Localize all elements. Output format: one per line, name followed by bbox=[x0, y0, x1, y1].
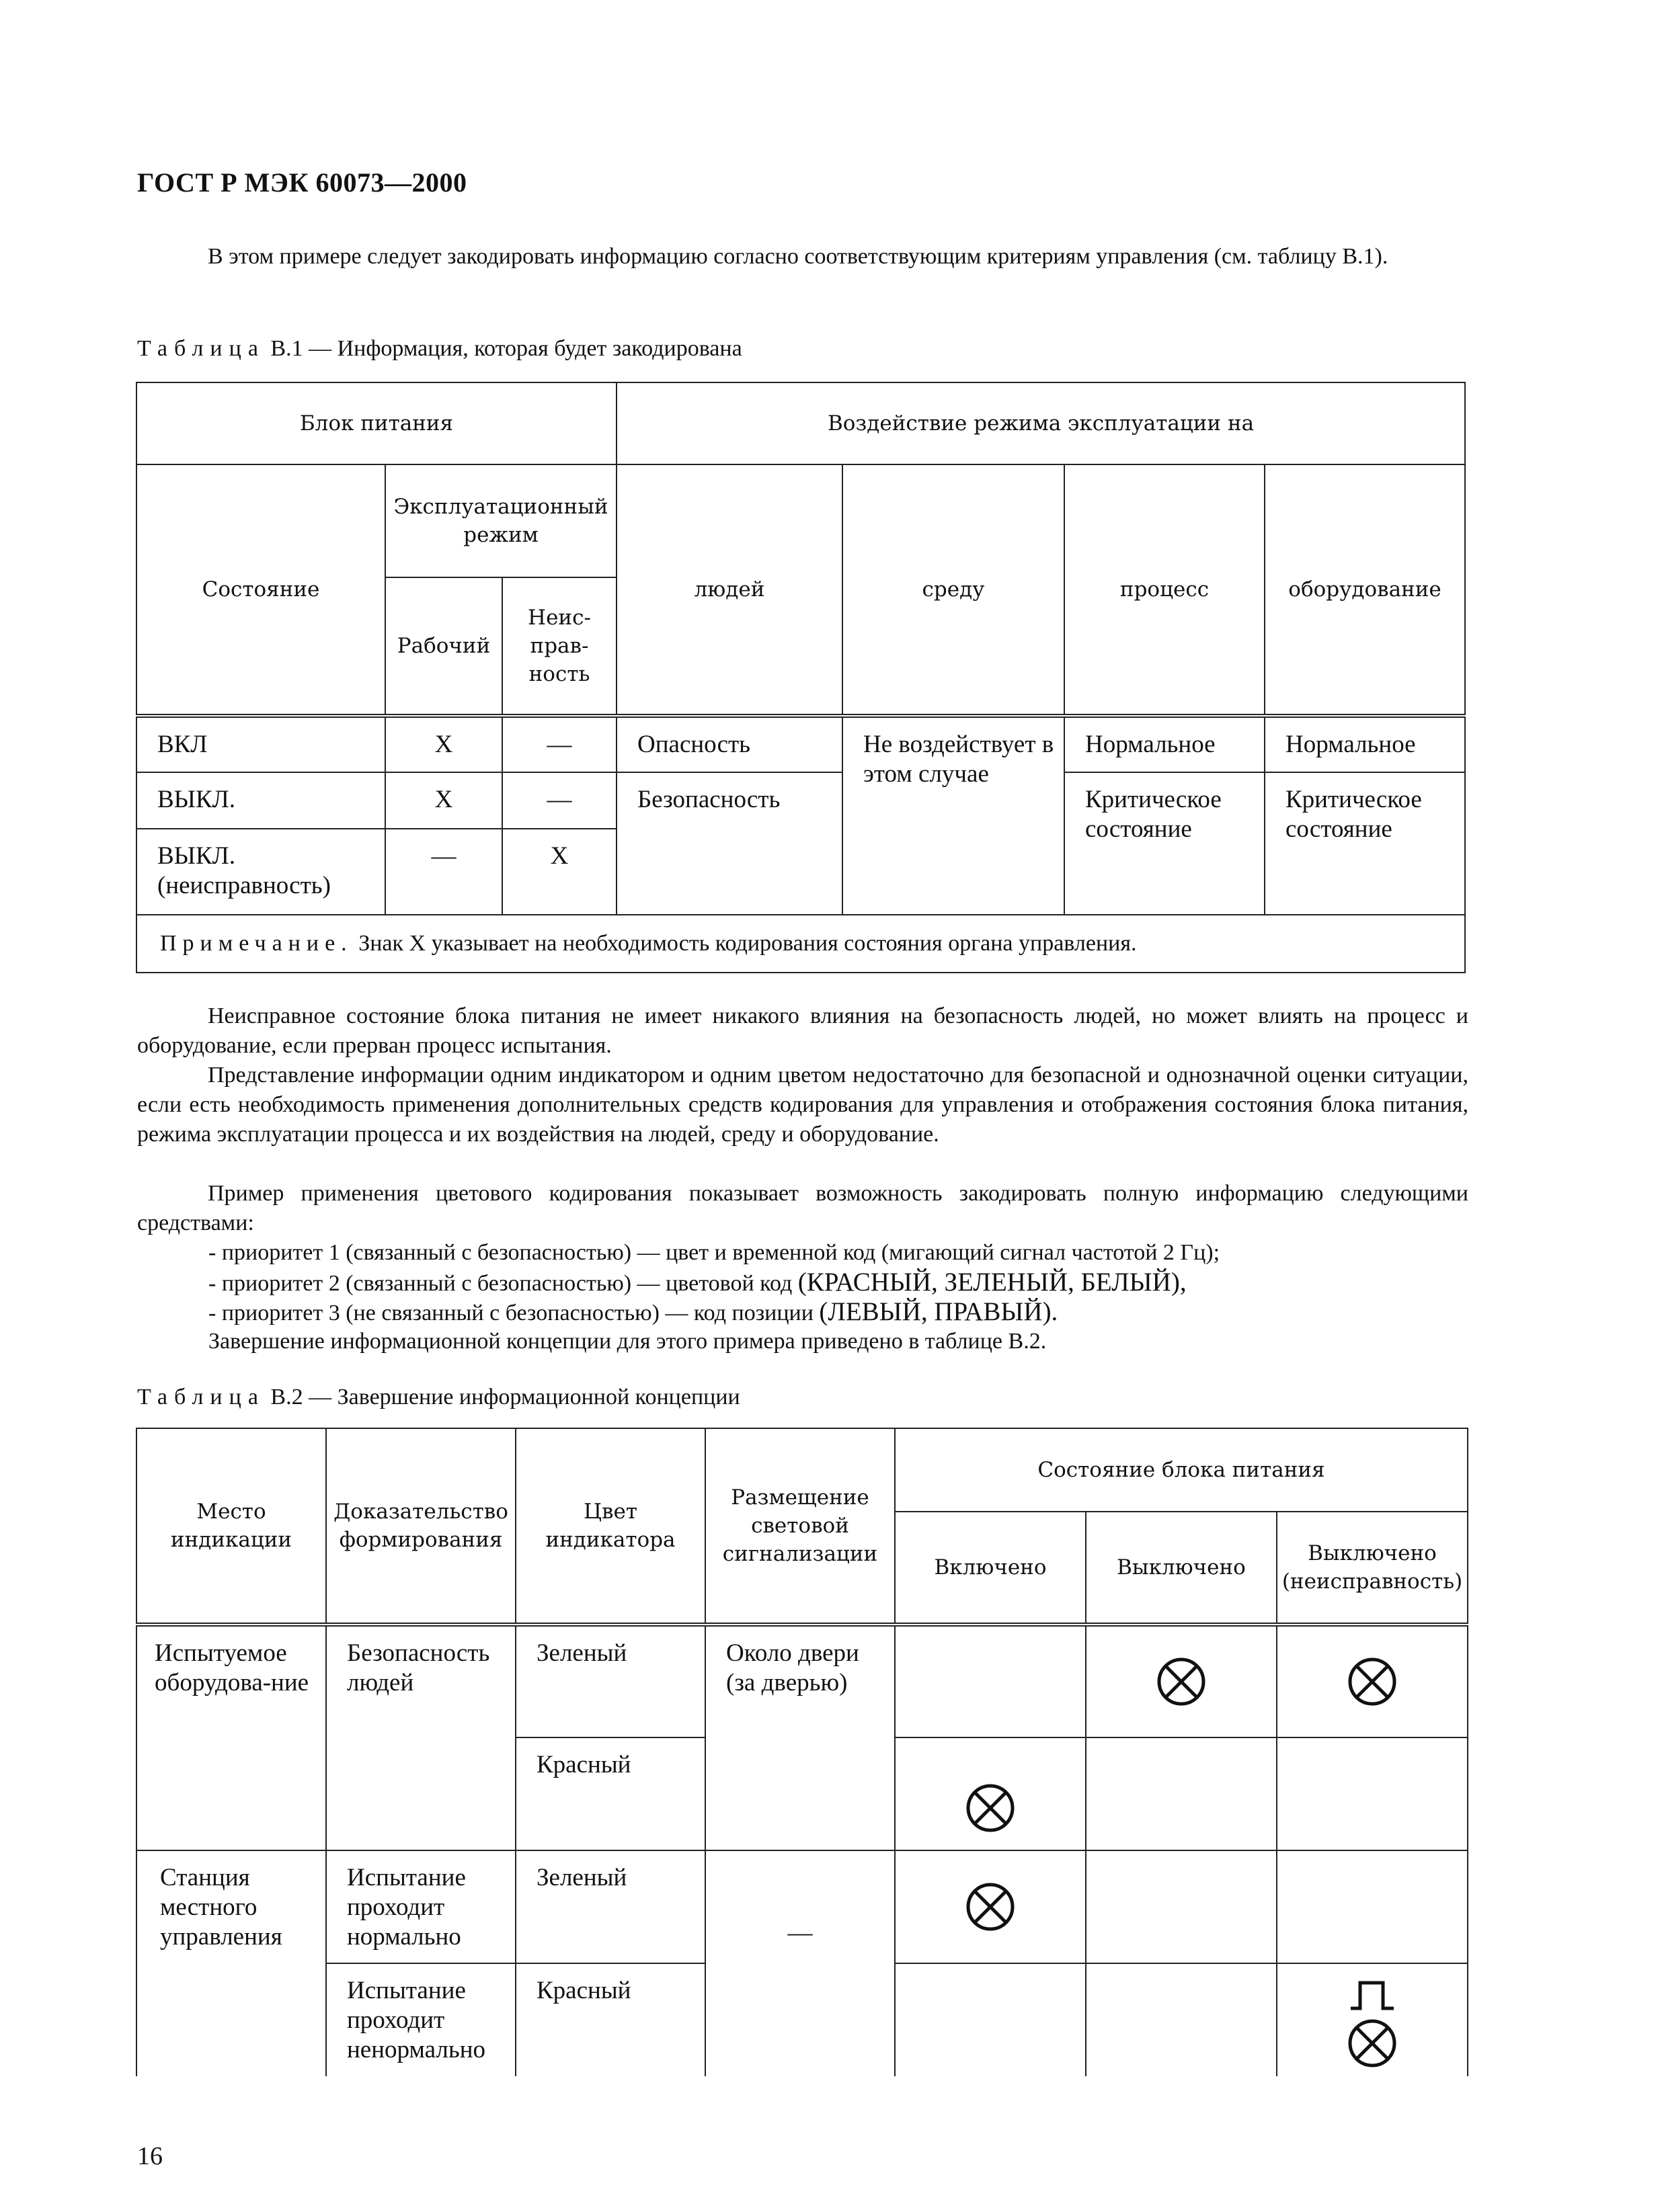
row-equipment: Нормальное bbox=[1265, 716, 1465, 772]
header-fault-text: Неис-прав-ность bbox=[528, 606, 591, 686]
header-working: Рабочий bbox=[385, 577, 502, 716]
table1-caption-prefix: Таблица bbox=[137, 336, 265, 361]
cell-on bbox=[895, 1737, 1086, 1850]
priority-2 bbox=[208, 1268, 1187, 1299]
cell-off-fault bbox=[1277, 1737, 1468, 1850]
priority-3 bbox=[208, 1297, 1058, 1328]
priority-3-text: - приоритет 3 (не связанный с безопасностью) — код позиции bbox=[208, 1301, 820, 1325]
header-people: людей bbox=[617, 464, 842, 716]
cell-off-fault bbox=[1277, 1625, 1468, 1737]
header-process: процесс bbox=[1064, 464, 1265, 716]
group2-proof-abnormal: Испытание проходит ненормально bbox=[326, 1963, 516, 2076]
row-process: Нормальное bbox=[1064, 716, 1265, 772]
header-location: Размещение световой сигнализации bbox=[705, 1428, 895, 1625]
row-work: X bbox=[385, 716, 502, 772]
paragraph-representation: Представление информации одним индикатором и одним цветом недостаточно для безопасной и однозначной оценки ситуации, если есть необходимость применения дополнительных средств кодирования для управления и отображения состояния блока питания, режима эксплуатации процесса и их воздействия на людей, среду и оборудование. bbox=[137, 1063, 1468, 1147]
header-state: Состояние bbox=[136, 464, 385, 716]
cell-off bbox=[1086, 1850, 1277, 1963]
paragraph-fault-effect: Неисправное состояние блока питания не имеет никакого влияния на безопасность людей, но может влиять на процесс и оборудование, если прерван процесс испытания. bbox=[137, 1003, 1468, 1058]
color-green: Зеленый bbox=[516, 1850, 705, 1963]
group1-proof: Безопасность людей bbox=[326, 1625, 516, 1850]
header-proof: Доказательство формирования bbox=[326, 1428, 516, 1625]
header-power-state: Состояние блока питания bbox=[895, 1428, 1468, 1512]
priority-1: - приоритет 1 (связанный с безопасностью) — цвет и временной код (мигающий сигнал частотой 2 Гц); bbox=[208, 1240, 1220, 1265]
header-effect: Воздействие режима эксплуатации на bbox=[617, 382, 1465, 464]
table2-caption-text: В.2 — Завершение информационной концепции bbox=[264, 1385, 740, 1409]
group1-place: Испытуемое оборудова-ние bbox=[136, 1625, 326, 1850]
flashing-indicator-lamp-icon bbox=[1344, 1979, 1400, 2073]
row-people: Опасность bbox=[617, 716, 842, 772]
cell-on bbox=[895, 1963, 1086, 2076]
row-work: X bbox=[385, 772, 502, 829]
row-state: ВЫКЛ. (неисправность) bbox=[136, 829, 385, 915]
indicator-lamp-icon bbox=[965, 1783, 1016, 1834]
header-place: Место индикации bbox=[136, 1428, 326, 1625]
row-fault: — bbox=[502, 772, 617, 829]
table1-caption-text: В.1 — Информация, которая будет закодирована bbox=[264, 336, 742, 361]
header-on: Включено bbox=[895, 1512, 1086, 1625]
cell-off-fault bbox=[1277, 1850, 1468, 1963]
row-fault: X bbox=[502, 829, 617, 915]
priority-2-text: - приоритет 2 (связанный с безопасностью) — цветовой код bbox=[208, 1271, 798, 1296]
page-number: 16 bbox=[137, 2142, 163, 2170]
row-state: ВКЛ bbox=[136, 716, 385, 772]
cell-off bbox=[1086, 1963, 1277, 2076]
group2-proof-normal: Испытание проходит нормально bbox=[326, 1850, 516, 1963]
cell-off bbox=[1086, 1737, 1277, 1850]
table-1 bbox=[136, 382, 1466, 973]
note-prefix: Примечание. bbox=[160, 931, 353, 956]
row-equipment: Критическое состояние bbox=[1265, 772, 1465, 915]
header-equipment: оборудование bbox=[1265, 464, 1465, 716]
cell-off-fault bbox=[1277, 1963, 1468, 2076]
header-off-fault: Выключено (неисправность) bbox=[1277, 1512, 1468, 1625]
group1-location: Около двери (за дверью) bbox=[705, 1625, 895, 1850]
priority-2-codes: (КРАСНЫЙ, ЗЕЛЕНЫЙ, БЕЛЫЙ), bbox=[797, 1268, 1187, 1297]
header-mode: Эксплуатационный режим bbox=[385, 464, 617, 577]
header-off: Выключено bbox=[1086, 1512, 1277, 1625]
cell-off bbox=[1086, 1625, 1277, 1737]
group2-place: Станция местного управления bbox=[136, 1850, 326, 2076]
cell-on bbox=[895, 1850, 1086, 1963]
paragraph-example: Пример применения цветового кодирования показывает возможность закодировать полную информацию следующими средствами: bbox=[137, 1181, 1468, 1235]
table2-caption-prefix: Таблица bbox=[137, 1385, 265, 1409]
environment-merged: Не воздействует в этом случае bbox=[842, 716, 1064, 915]
page-title: ГОСТ Р МЭК 60073—2000 bbox=[137, 167, 467, 198]
indicator-lamp-icon bbox=[1347, 1656, 1398, 1707]
paragraph-conclusion: Завершение информационной концепции для этого примера приведено в таблице В.2. bbox=[208, 1329, 1047, 1354]
row-process: Критическое состояние bbox=[1064, 772, 1265, 915]
table1-caption bbox=[137, 336, 742, 362]
row-people: Безопасность bbox=[617, 772, 842, 915]
cell-on bbox=[895, 1625, 1086, 1737]
table2-caption bbox=[137, 1385, 740, 1410]
group2-location: — bbox=[705, 1850, 895, 2076]
row-state: ВЫКЛ. bbox=[136, 772, 385, 829]
indicator-lamp-icon bbox=[965, 1881, 1016, 1932]
header-fault bbox=[502, 577, 617, 716]
row-fault: — bbox=[502, 716, 617, 772]
indicator-lamp-icon bbox=[1156, 1656, 1207, 1707]
color-red: Красный bbox=[516, 1737, 705, 1850]
color-green: Зеленый bbox=[516, 1625, 705, 1737]
color-red: Красный bbox=[516, 1963, 705, 2076]
table-2 bbox=[136, 1428, 1468, 2076]
header-power-unit: Блок питания bbox=[136, 382, 617, 464]
header-color: Цвет индикатора bbox=[516, 1428, 705, 1625]
priority-3-codes: (ЛЕВЫЙ, ПРАВЫЙ). bbox=[819, 1297, 1058, 1326]
note-text: Знак X указывает на необходимость кодирования состояния органа управления. bbox=[352, 931, 1137, 956]
header-environment: среду bbox=[842, 464, 1064, 716]
table1-note bbox=[136, 915, 1465, 973]
row-work: — bbox=[385, 829, 502, 915]
intro-paragraph: В этом примере следует закодировать информацию согласно соответствующим критериям управления (см. таблицу В.1). bbox=[208, 244, 1388, 269]
